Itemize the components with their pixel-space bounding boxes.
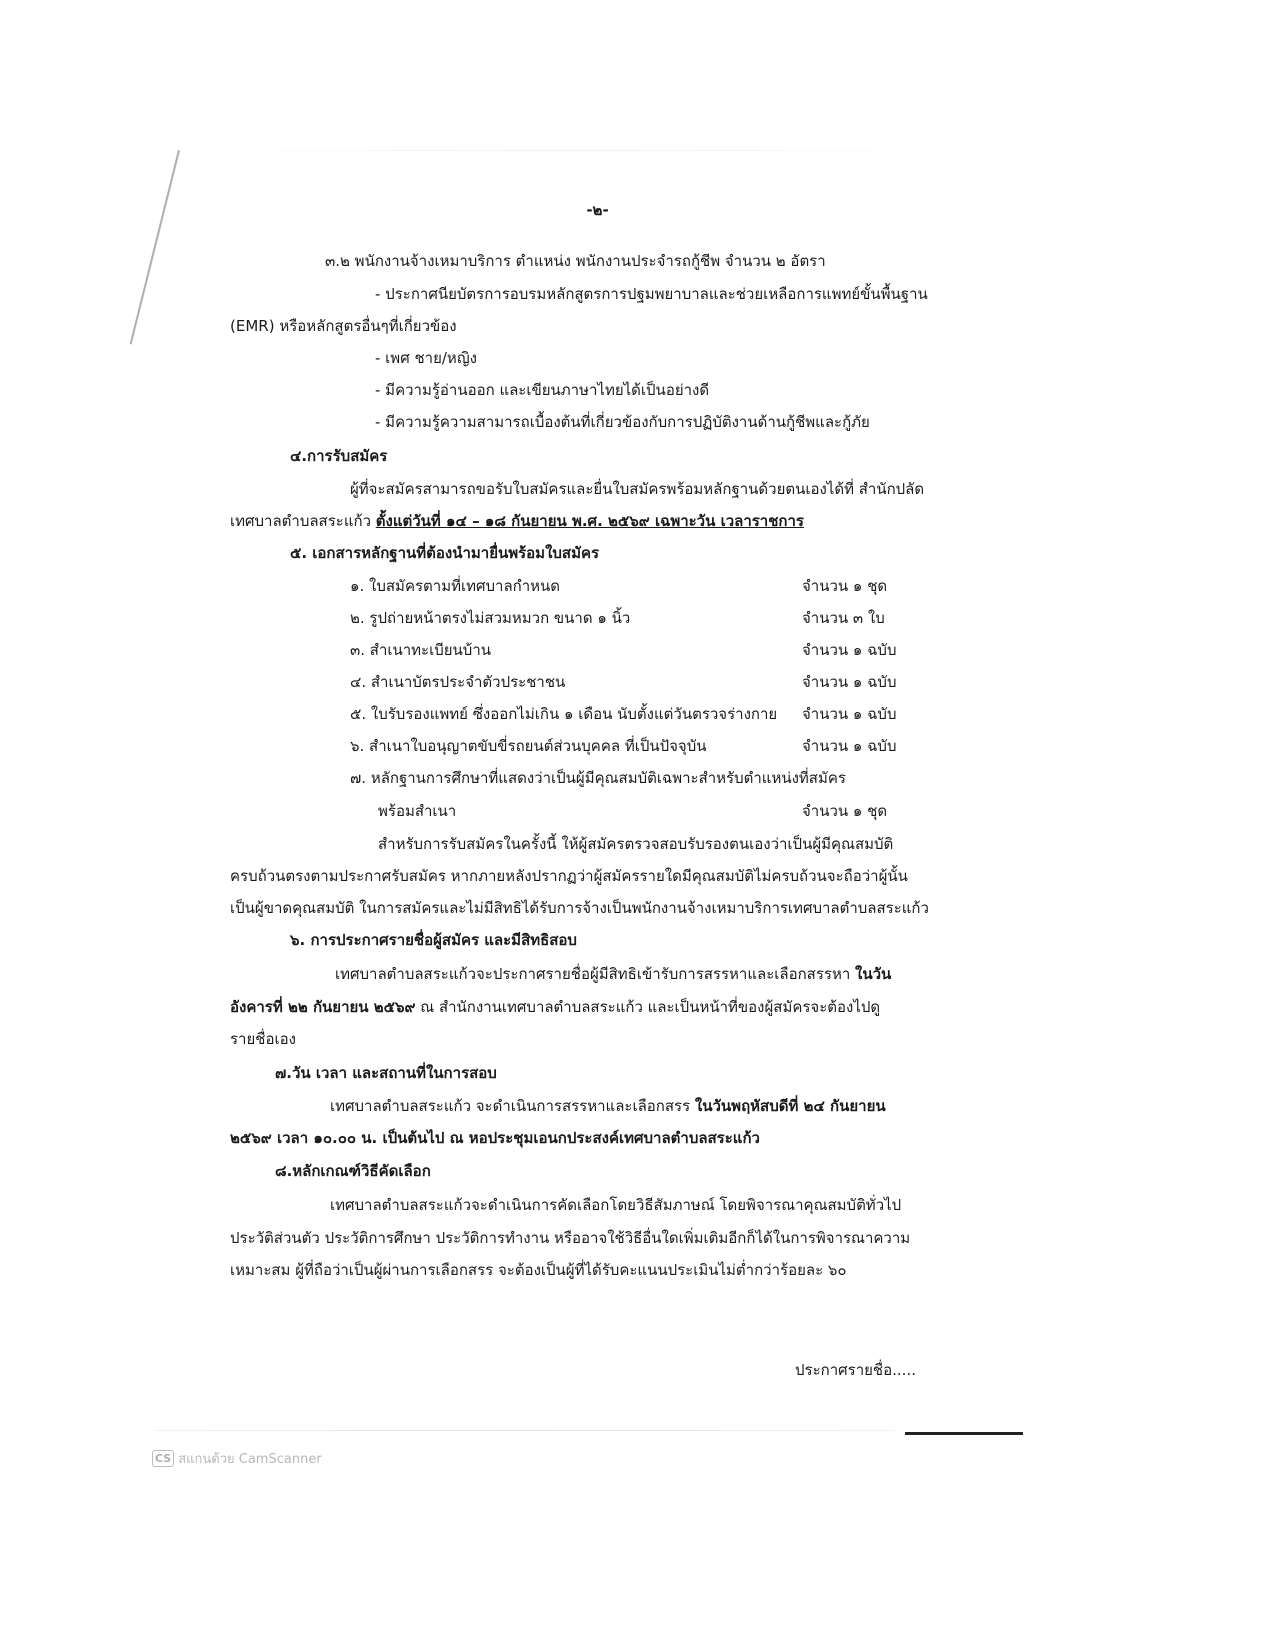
- qualification-line: - มีความรู้อ่านออก และเขียนภาษาไทยได้เป็นอย่างดี: [375, 381, 710, 399]
- qualification-line: - ประกาศนียบัตรการอบรมหลักสูตรการปฐมพยาบาลและช่วยเหลือการแพทย์ขั้นพื้นฐาน: [375, 285, 928, 303]
- document-quantity: จำนวน ๑ ชุด: [802, 802, 888, 820]
- paragraph-line: เป็นผู้ขาดคุณสมบัติ ในการสมัครและไม่มีสิทธิได้รับการจ้างเป็นพนักงานจ้างเหมาบริการเทศบาลตำบลสระแก้ว: [230, 899, 929, 917]
- paragraph-line: [230, 997, 880, 1017]
- announcement-date: ในวัน: [855, 965, 892, 983]
- document-quantity: จำนวน ๑ ชุด: [802, 577, 888, 595]
- paragraph-text: เทศบาลตำบลสระแก้วจะประกาศรายชื่อผู้มีสิทธิเข้ารับการสรรหาและเลือกสรรหา: [335, 965, 856, 983]
- paragraph-line: [230, 511, 804, 531]
- exam-date: ในวันพฤหัสบดีที่ ๒๔ กันยายน: [694, 1097, 886, 1115]
- paragraph-line: [330, 1096, 886, 1116]
- document-item: ๓. สำเนาทะเบียนบ้าน: [350, 641, 492, 659]
- paragraph-line: เหมาะสม ผู้ที่ถือว่าเป็นผู้ผ่านการเลือกสรร จะต้องเป็นผู้ที่ได้รับคะแนนประเมินไม่ต่ำกว่าร้อยละ ๖๐: [230, 1261, 847, 1279]
- paragraph-text: ณ สำนักงานเทศบาลตำบลสระแก้ว และเป็นหน้าที่ของผู้สมัครจะต้องไปดู: [415, 998, 881, 1016]
- section-8-heading: ๘.หลักเกณฑ์วิธีคัดเลือก: [275, 1162, 431, 1180]
- section-7-heading: ๗.วัน เวลา และสถานที่ในการสอบ: [275, 1064, 497, 1082]
- section-5-heading: ๕. เอกสารหลักฐานที่ต้องนำมายื่นพร้อมใบสมัคร: [290, 544, 600, 562]
- document-item: ๔. สำเนาบัตรประจำตัวประชาชน: [350, 673, 566, 691]
- paragraph-text: เทศบาลตำบลสระแก้ว จะดำเนินการสรรหาและเลือกสรร: [330, 1097, 695, 1115]
- paragraph-text: เทศบาลตำบลสระแก้ว: [230, 512, 376, 530]
- document-item: ๕. ใบรับรองแพทย์ ซึ่งออกไม่เกิน ๑ เดือน นับตั้งแต่วันตรวจร่างกาย: [350, 705, 778, 723]
- paragraph-line: รายชื่อเอง: [230, 1030, 296, 1048]
- scan-mark: [905, 1432, 1023, 1435]
- camscanner-logo-icon: CS: [152, 1450, 174, 1467]
- paragraph-line: ประวัติส่วนตัว ประวัติการศึกษา ประวัติการทำงาน หรืออาจใช้วิธีอื่นใดเพิ่มเติมอีกก็ได้ในการพิจารณาความ: [230, 1229, 911, 1247]
- document-item: ๒. รูปถ่ายหน้าตรงไม่สวมหมวก ขนาด ๑ นิ้ว: [350, 609, 631, 627]
- scan-edge: [155, 150, 995, 151]
- paragraph-line: [335, 964, 891, 984]
- document-item: ๑. ใบสมัครตามที่เทศบาลกำหนด: [350, 577, 561, 595]
- paragraph-line: ๒๕๖๙ เวลา ๑๐.๐๐ น. เป็นต้นไป ณ หอประชุมเอนกประสงค์เทศบาลตำบลสระแก้ว: [230, 1129, 760, 1147]
- document-item: พร้อมสำเนา: [378, 802, 457, 820]
- document-quantity: จำนวน ๓ ใบ: [802, 609, 885, 627]
- watermark-text: สแกนด้วย CamScanner: [178, 1452, 322, 1467]
- qualification-line: (EMR) หรือหลักสูตรอื่นๆที่เกี่ยวข้อง: [230, 317, 457, 335]
- paragraph-line: ผู้ที่จะสมัครสามารถขอรับใบสมัครและยื่นใบสมัครพร้อมหลักฐานด้วยตนเองได้ที่ สำนักปลัด: [350, 480, 925, 498]
- document-item: ๖. สำเนาใบอนุญาตขับขี่รถยนต์ส่วนบุคคล ที่เป็นปัจจุบัน: [350, 737, 707, 755]
- page-number: -๒-: [586, 201, 609, 219]
- paragraph-line: สำหรับการรับสมัครในครั้งนี้ ให้ผู้สมัครตรวจสอบรับรองตนเองว่าเป็นผู้มีคุณสมบัติ: [378, 835, 894, 853]
- continuation-text: ประกาศรายชื่อ.....: [795, 1361, 916, 1379]
- section-6-heading: ๖. การประกาศรายชื่อผู้สมัคร และมีสิทธิสอบ: [290, 931, 577, 949]
- camscanner-watermark: [152, 1448, 322, 1469]
- announcement-date: อังคารที่ ๒๒ กันยายน ๒๕๖๙: [230, 998, 416, 1016]
- paragraph-line: เทศบาลตำบลสระแก้วจะดำเนินการคัดเลือกโดยวิธีสัมภาษณ์ โดยพิจารณาคุณสมบัติทั่วไป: [330, 1196, 902, 1214]
- scan-edge: [155, 1430, 895, 1431]
- section-3-2-heading: ๓.๒ พนักงานจ้างเหมาบริการ ตำแหน่ง พนักงานประจำรถกู้ชีพ จำนวน ๒ อัตรา: [325, 252, 826, 270]
- section-4-heading: ๔.การรับสมัคร: [290, 447, 388, 465]
- document-item: ๗. หลักฐานการศึกษาที่แสดงว่าเป็นผู้มีคุณสมบัติเฉพาะสำหรับตำแหน่งที่สมัคร: [350, 769, 846, 787]
- application-period: ตั้งแต่วันที่ ๑๔ – ๑๘ กันยายน พ.ศ. ๒๕๖๙ เฉพาะวัน เวลาราชการ: [375, 512, 804, 530]
- document-quantity: จำนวน ๑ ฉบับ: [802, 673, 897, 691]
- paragraph-line: ครบถ้วนตรงตามประกาศรับสมัคร หากภายหลังปรากฏว่าผู้สมัครรายใดมีคุณสมบัติไม่ครบถ้วนจะถือว่าผู้นั้น: [230, 867, 908, 885]
- qualification-line: - เพศ ชาย/หญิง: [375, 349, 477, 367]
- document-quantity: จำนวน ๑ ฉบับ: [802, 641, 897, 659]
- document-quantity: จำนวน ๑ ฉบับ: [802, 737, 897, 755]
- scan-mark: [130, 150, 180, 345]
- document-quantity: จำนวน ๑ ฉบับ: [802, 705, 897, 723]
- qualification-line: - มีความรู้ความสามารถเบื้องต้นที่เกี่ยวข้องกับการปฏิบัติงานด้านกู้ชีพและกู้ภัย: [375, 413, 870, 431]
